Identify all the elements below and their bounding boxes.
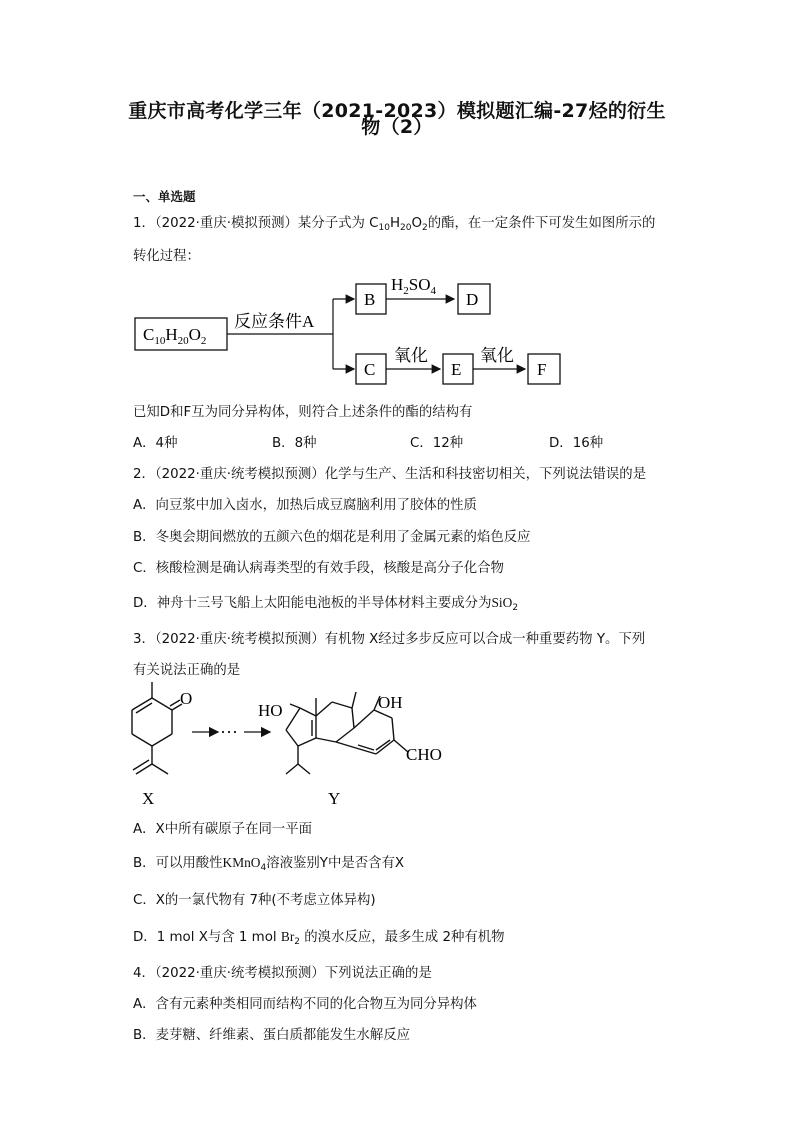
x-carbonyl-o: O: [180, 689, 193, 708]
compound-d-label: D: [466, 290, 479, 309]
q1-choice-c: C．12种: [410, 436, 464, 451]
q2-option-d: [133, 592, 518, 613]
oxidation-2-label: 氧化: [480, 346, 514, 365]
q1-stem-line-1: [133, 212, 655, 233]
q2-stem: 2．（2022·重庆·统考模拟预测）化学与生产、生活和科技密切相关，下列说法错误的是: [133, 467, 647, 482]
q1-reaction-diagram: [128, 268, 568, 392]
q1-choice-d: D．16种: [549, 436, 604, 451]
q1-stem-post: 的酯，在一定条件下可发生如图所示的: [427, 216, 656, 231]
section-heading: 一、单选题: [133, 189, 196, 204]
q1-formula-h: H: [389, 216, 401, 231]
q3-formula-kmno4-sub: 4: [260, 863, 267, 873]
q2-option-b: B．冬奥会期间燃放的五颜六色的烟花是利用了金属元素的焰色反应: [133, 530, 531, 545]
h2so4-label: $H_2SO_4$: [391, 275, 437, 297]
y-cho-label: CHO: [406, 745, 442, 764]
q2-option-c: C．核酸检测是确认病毒类型的有效手段，核酸是高分子化合物: [133, 561, 504, 576]
q3-stem-line-2: 有关说法正确的是: [133, 663, 241, 678]
compound-e-label: E: [451, 360, 462, 379]
q3-option-d: [133, 926, 505, 947]
q3-option-b: [133, 852, 404, 873]
molecule-x-skeleton: [132, 682, 182, 774]
q1-note: 已知D和F互为同分异构体，则符合上述条件的酯的结构有: [133, 405, 473, 420]
reaction-dots: ···: [220, 722, 238, 742]
q3-option-c: C．X的一氯代物有 7种(不考虑立体异构): [133, 893, 376, 908]
q1-stem-pre: 1．（2022·重庆·模拟预测）某分子式为 C: [133, 216, 379, 231]
q1-formula-o-sub: 2: [422, 223, 428, 233]
q1-formula-h-sub: 20: [400, 223, 412, 233]
q3-molecule-diagram: [120, 680, 450, 815]
q4-option-a: A．含有元素种类相同而结构不同的化合物互为同分异构体: [133, 997, 477, 1012]
q1-formula-o: O: [411, 216, 423, 231]
label-y: Y: [328, 789, 341, 808]
compound-b-label: B: [364, 290, 376, 309]
compound-f-label: F: [537, 360, 547, 379]
q4-option-b: B．麦芽糖、纤维素、蛋白质都能发生水解反应: [133, 1028, 410, 1043]
q3-formula-br2: Br: [280, 929, 295, 944]
q1-choice-a: A．4种: [133, 436, 178, 451]
q2-option-d-text: D．神舟十三号飞船上太阳能电池板的半导体材料主要成分为: [133, 596, 492, 611]
compound-c-label: C: [364, 360, 376, 379]
y-oh-label: OH: [378, 693, 403, 712]
q3-option-d-post: 的溴水反应，最多生成 2种有机物: [300, 930, 505, 945]
q1-choice-b: B．8种: [272, 436, 317, 451]
q2-formula-sub: 2: [512, 603, 519, 613]
y-ho-label: HO: [258, 701, 283, 720]
q3-option-b-post: 溶液鉴别Y中是否含有X: [266, 856, 405, 871]
label-x: X: [142, 789, 155, 808]
q3-stem-line-1: 3．（2022·重庆·统考模拟预测）有机物 X经过多步反应可以合成一种重要药物 Y。下列: [133, 632, 646, 647]
q1-stem-line-2: 转化过程：: [133, 249, 200, 264]
page-title-line-1: 重庆市高考化学三年（2021-2023）模拟题汇编-27烃的衍生: [128, 100, 666, 122]
oxidation-1-label: 氧化: [394, 346, 428, 365]
page-title-line-2: 物（2）: [361, 116, 433, 138]
start-compound-label: $C_{10}H_{20}O_2$: [143, 325, 207, 347]
q2-option-a: A．向豆浆中加入卤水，加热后成豆腐脑利用了胶体的性质: [133, 498, 477, 513]
q3-formula-br2-sub: 2: [294, 937, 301, 947]
q1-formula-c-sub: 10: [378, 223, 390, 233]
q3-option-a: A．X中所有碳原子在同一平面: [133, 822, 313, 837]
q2-formula-sio2: SiO: [491, 595, 513, 610]
q3-option-b-pre: B．可以用酸性: [133, 856, 223, 871]
q3-option-d-pre: D．1 mol X与含 1 mol: [133, 930, 281, 945]
condition-a-label: 反应条件A: [234, 312, 315, 331]
q3-formula-kmno4: KMnO: [222, 855, 261, 870]
q4-stem: 4．（2022·重庆·统考模拟预测）下列说法正确的是: [133, 966, 432, 981]
